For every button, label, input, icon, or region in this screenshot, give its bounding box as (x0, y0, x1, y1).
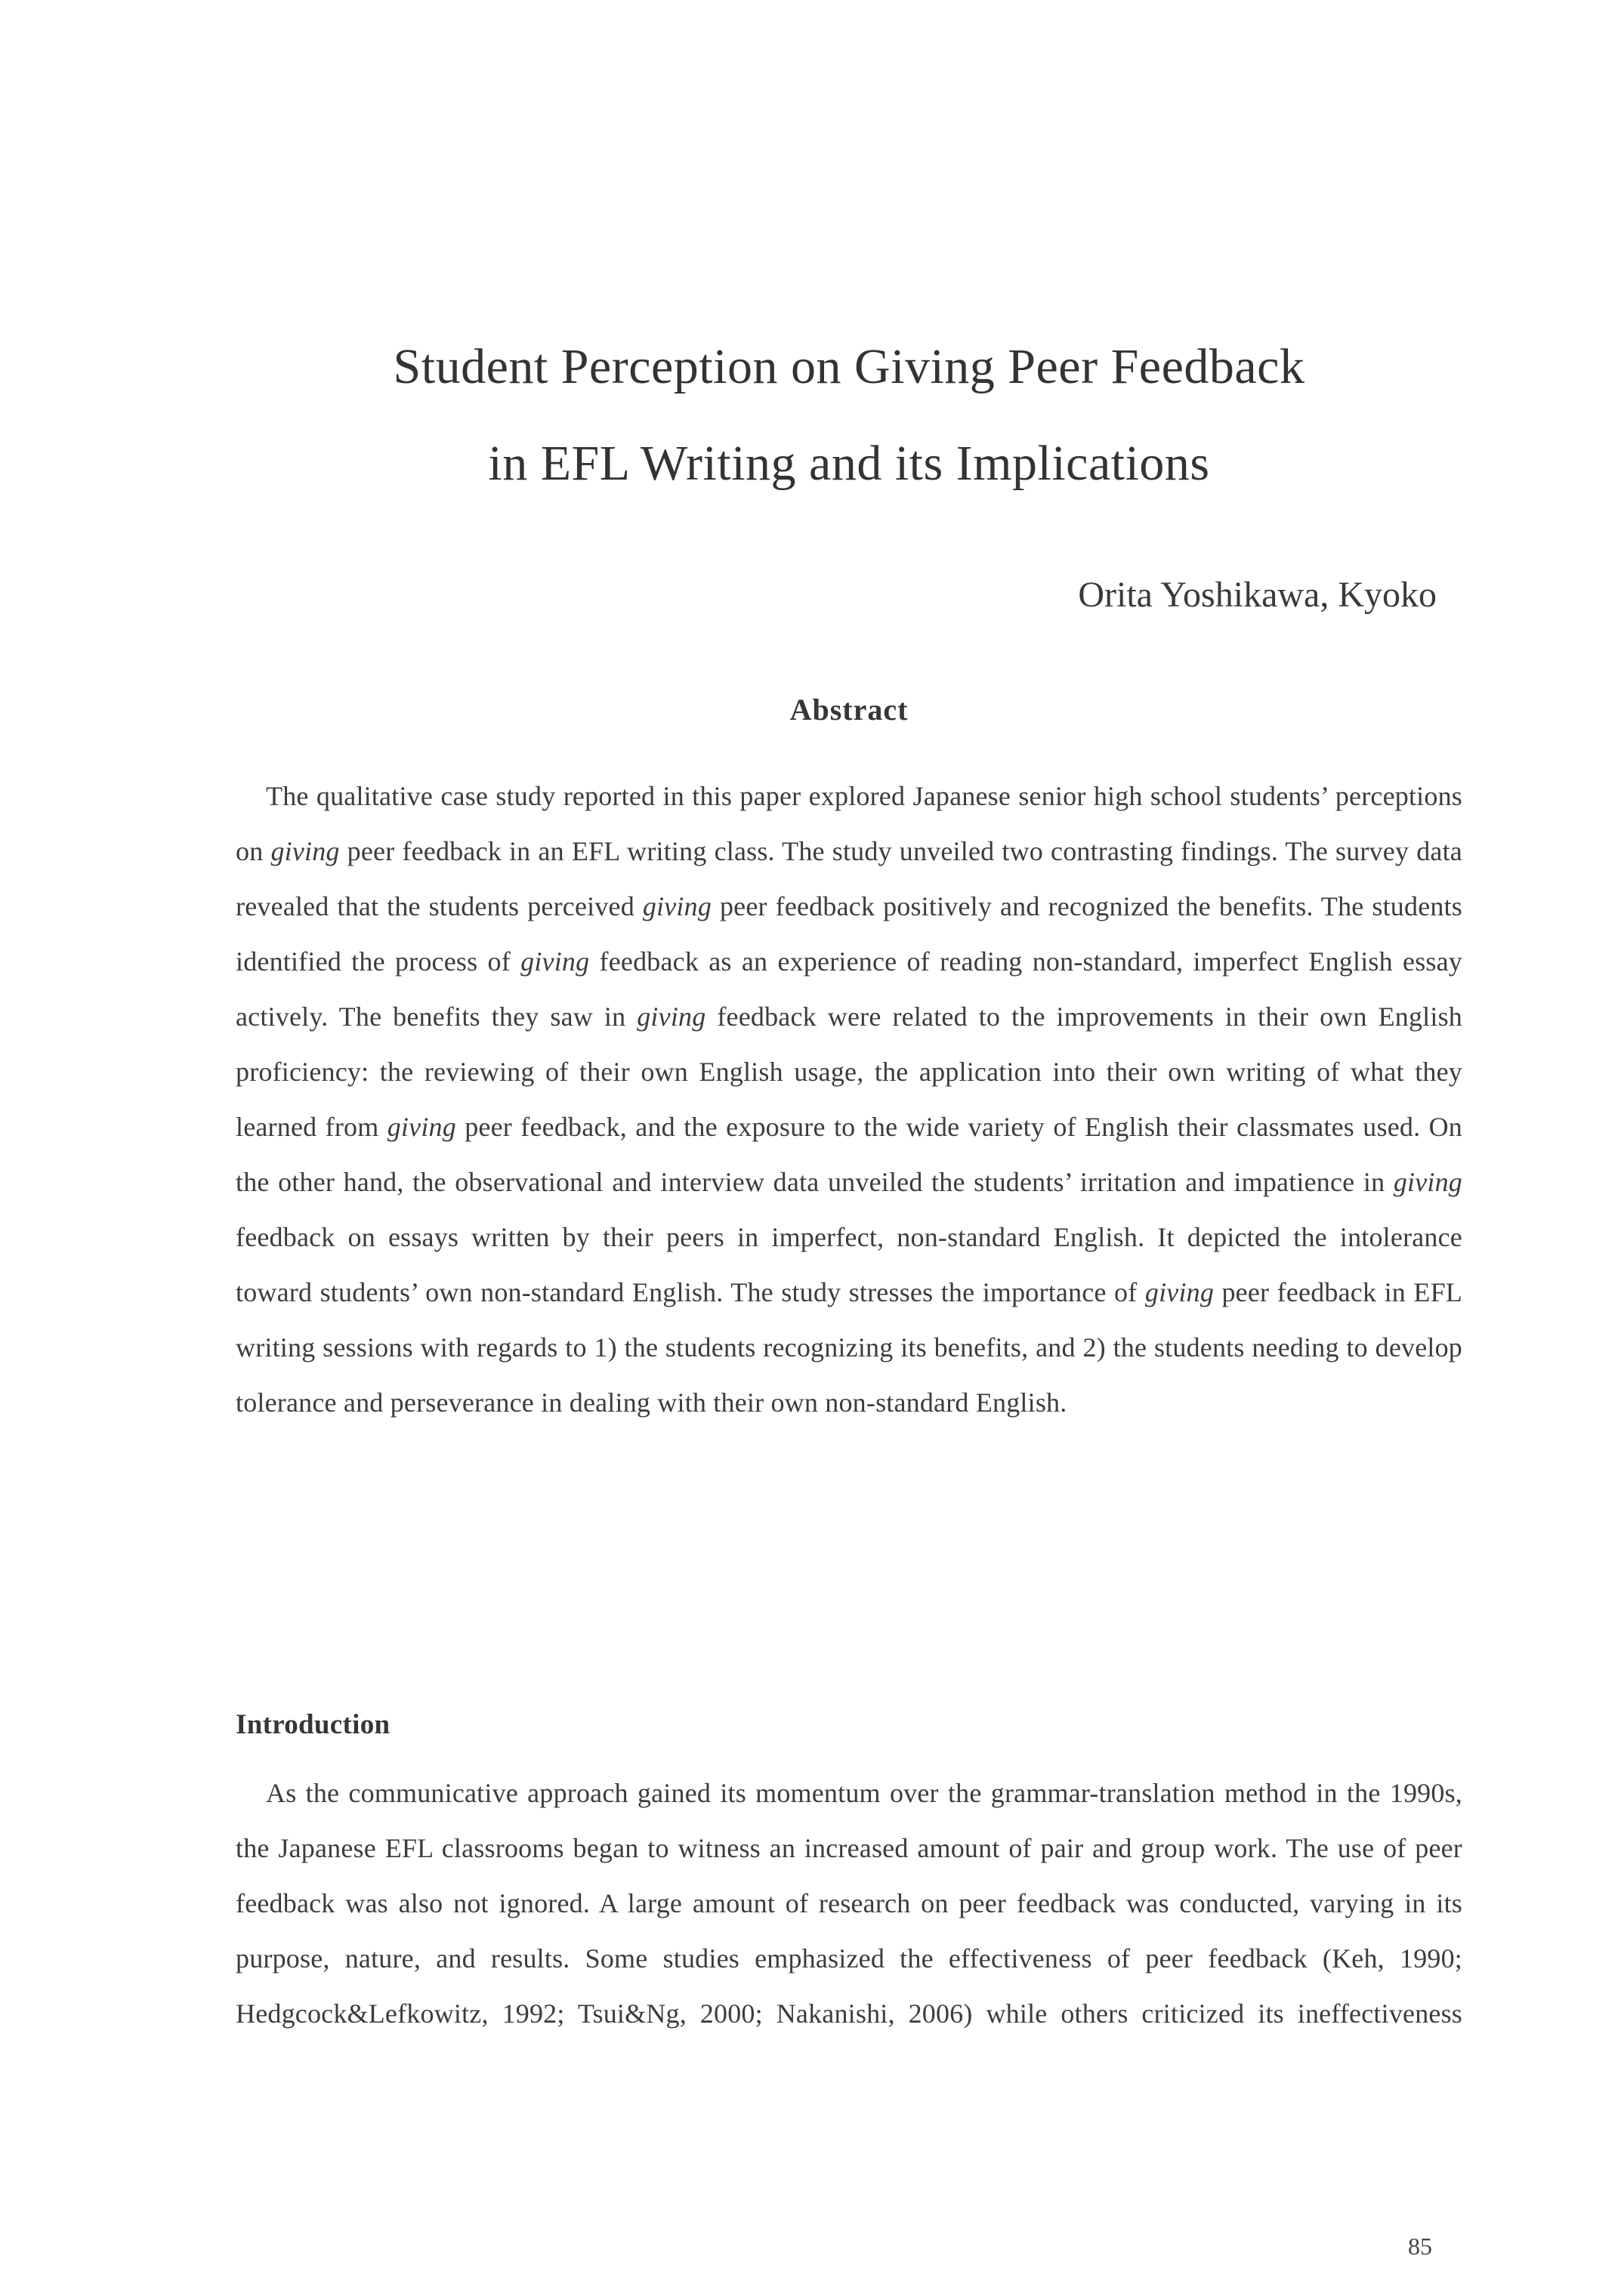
introduction-heading: Introduction (236, 1709, 391, 1740)
abstract-heading: Abstract (789, 693, 909, 727)
paper-title (236, 319, 1462, 512)
introduction-text: As the communicative approach gained its momentum over the grammar-translation method in the 1990s, the Japanese EFL classrooms began to witness an increased amount of pair and group work. The use of peer feedback was also not ignored. A large amount of research on peer feedback was conducted, varying in its purpose, nature, and results. Some studies emphasized the effectiveness of peer feedback (Keh, 1990; Hedgcock&Lefkowitz, 1992; Tsui&Ng, 2000; Nakanishi, 2006) while others criticized its ineffectiveness (236, 1778, 1462, 2029)
abstract-text: The qualitative case study reported in this paper explored Japanese senior high school students’ perceptions on giving peer feedback in an EFL writing class. The study unveiled two contrasting findings. The survey data revealed that the students perceived giving peer feedback positively and recognized the benefits. The students identified the process of giving feedback as an experience of reading non-standard, imperfect English essay actively. The benefits they saw in giving feedback were related to the improvements in their own English proficiency: the reviewing of their own English usage, the application into their own writing of what they learned from giving peer feedback, and the exposure to the wide variety of English their classmates used. On the other hand, the observational and interview data unveiled the students’ irritation and impatience in giving feedback on essays written by their peers in imperfect, non-standard English. It depicted the intolerance toward students’ own non-standard English. The study stresses the importance of giving peer feedback in EFL writing sessions with regards to 1) the students recognizing its benefits, and 2) the students needing to develop tolerance and perseverance in dealing with their own non-standard English. (236, 781, 1463, 1418)
author-name: Orita Yoshikawa, Kyoko (1078, 575, 1437, 615)
paper-title-line-2: in EFL Writing and its Implications (488, 436, 1210, 491)
page-number: 85 (1408, 2233, 1432, 2260)
paper-title-line-1: Student Perception on Giving Peer Feedback (393, 339, 1305, 394)
